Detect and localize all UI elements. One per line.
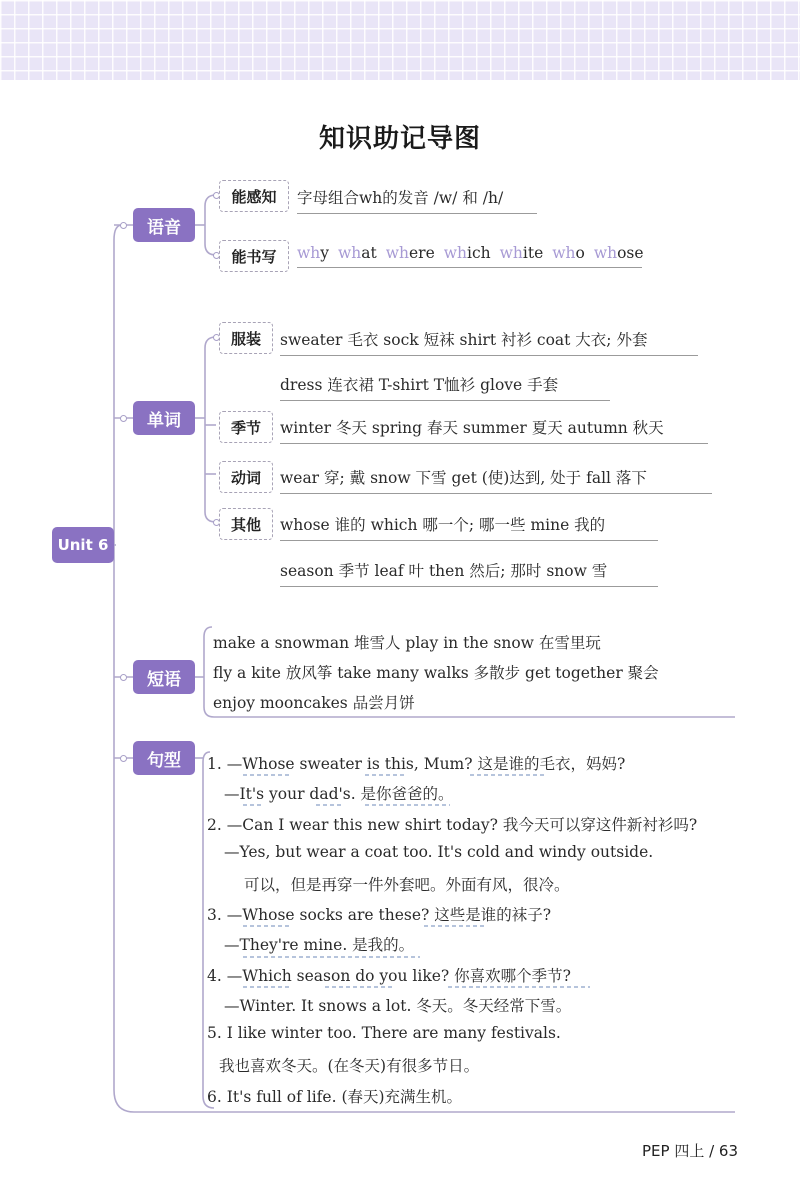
sentence-3a: 3. —Whose socks are these? 这些是谁的袜子? [207,906,552,924]
category-sentences: 句型 [133,741,195,775]
connector-dot [120,755,127,762]
wh-highlight: wh [338,244,362,262]
wh-highlight: wh [499,244,523,262]
tag-season: 季节 [219,411,273,443]
season-line: winter 冬天 spring 春天 summer 夏天 autumn 秋天 [280,416,708,444]
wh-word [444,244,491,262]
category-pronunciation: 语音 [133,208,195,242]
wh-word [338,244,377,262]
tag-verb: 动词 [219,461,273,493]
wh-word-rest: ich [467,244,491,262]
phrase-line-2: fly a kite 放风筝 take many walks 多散步 get together 聚会 [213,664,659,682]
page-footer: PEP 四上 / 63 [641,1142,738,1160]
tag-perceive: 能感知 [219,180,289,212]
category-vocabulary: 单词 [133,401,195,435]
wh-highlight: wh [552,244,576,262]
sentence-5a: 5. I like winter too. There are many festivals. [207,1024,561,1042]
wh-highlight: wh [297,244,321,262]
sentence-3b: —They're mine. 是我的。 [224,936,415,954]
sentence-1b: —It's your dad's. 是你爸爸的。 [224,785,454,803]
wh-word-rest: at [361,244,377,262]
unit-node: Unit 6 [52,527,114,563]
clothes-line-1: sweater 毛衣 sock 短袜 shirt 衬衫 coat 大衣; 外套 [280,328,698,356]
wh-word [297,244,329,262]
verb-line: wear 穿; 戴 snow 下雪 get (使)达到, 处于 fall 落下 [280,466,712,494]
phrase-line-1: make a snowman 堆雪人 play in the snow 在雪里玩 [213,634,601,652]
wh-highlight: wh [385,244,409,262]
write-words-row [297,244,642,268]
wh-word-rest: y [320,244,330,262]
page-title: 知识助记导图 [318,124,481,154]
category-phrases: 短语 [133,660,195,694]
other-line-1: whose 谁的 which 哪一个; 哪一些 mine 我的 [280,513,658,541]
connector-dot [120,674,127,681]
sentence-4b: —Winter. It snows a lot. 冬天。冬天经常下雪。 [224,997,572,1015]
tag-other: 其他 [219,508,273,540]
wh-word [552,244,585,262]
wh-word [386,244,435,262]
clothes-line-2: dress 连衣裙 T-shirt T恤衫 glove 手套 [280,373,610,401]
wh-word [594,244,644,262]
wh-highlight: wh [593,244,618,262]
wh-word-rest: ite [522,244,544,262]
sentence-6: 6. It's full of life. (春天)充满生机。 [207,1088,463,1106]
wh-word-rest: o [575,244,585,262]
tag-clothes: 服装 [219,322,273,354]
tag-write: 能书写 [219,240,289,272]
connector-dot [120,222,127,229]
sentence-1a: 1. —Whose sweater is this, Mum? 这是谁的毛衣，妈妈? [207,755,626,773]
wh-highlight: wh [443,244,468,262]
sentence-2a: 2. —Can I wear this new shirt today? 我今天可以穿这件新衬衫吗? [207,816,698,834]
connector-dot [120,415,127,422]
sentence-5b: 我也喜欢冬天。(在冬天)有很多节日。 [219,1057,480,1075]
phrase-line-3: enjoy mooncakes 品尝月饼 [213,694,415,712]
sentence-2c: 可以，但是再穿一件外套吧。外面有风，很冷。 [244,876,570,894]
wh-word-rest: ere [409,244,435,262]
wh-word-rest: ose [617,244,644,262]
wh-word [500,244,544,262]
sentence-4a: 4. —Which season do you like? 你喜欢哪个季节? [207,967,571,985]
perceive-text: 字母组合wh的发音 /w/ 和 /h/ [297,186,537,214]
other-line-2: season 季节 leaf 叶 then 然后; 那时 snow 雪 [280,559,658,587]
sentence-2b: —Yes, but wear a coat too. It's cold and windy outside. [224,843,654,861]
